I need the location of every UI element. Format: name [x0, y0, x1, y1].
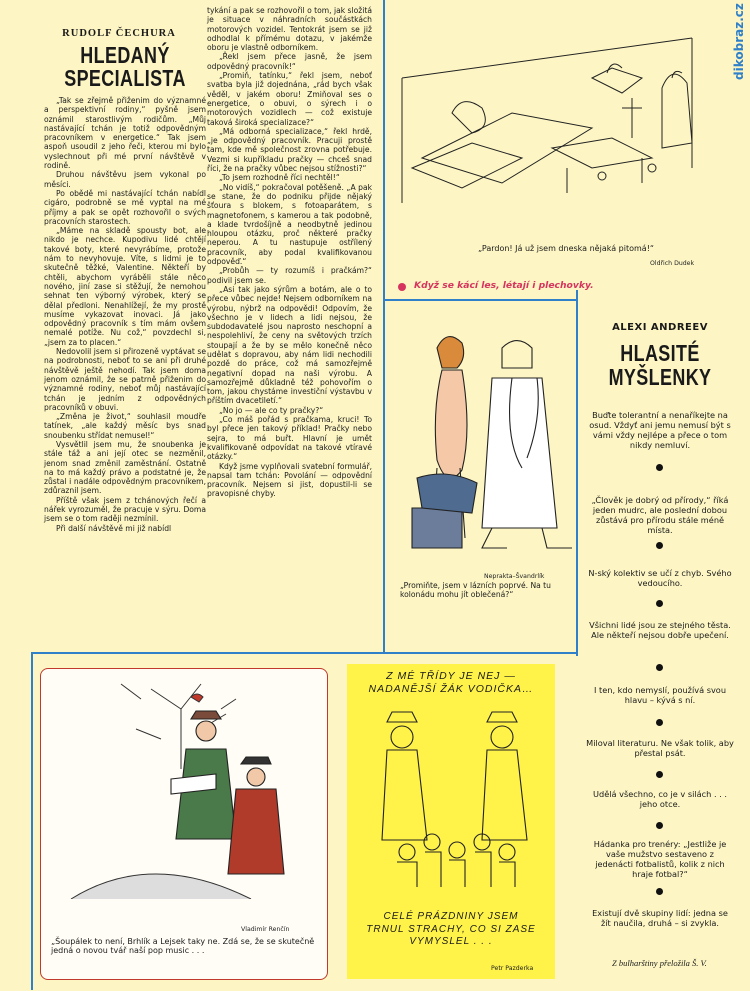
hospital-illustration [392, 18, 712, 208]
article-title-line2: SPECIALISTA [64, 65, 186, 91]
article-column-1 [44, 96, 206, 644]
article-title-line1: HLEDANÝ [80, 42, 170, 68]
aphorism-6: Miloval literaturu. Ne však tolik, aby přestal psát. [586, 738, 734, 758]
article-paragraph: „Promiň, tatínku,“ řekl jsem, neboť svatba byla již dojednána, „rád bych však věděl, v jakém oboru! Zmiňoval ses o energetice, o obuvi, o sýrech i o motorových vozidlech — což existuje taková široká specializace?“ [207, 71, 372, 127]
aphorism-5: I ten, kdo nemyslí, používá svou hlavu – kývá s ní. [593, 685, 727, 705]
bullet-dot-icon [656, 771, 663, 778]
article-paragraph: Druhou návštěvu jsem vykonal po měsíci. [44, 170, 206, 189]
article-paragraph: Když jsme vyplňovali svatební formulář, napsal tam tchán: Povolání — odpovědní pracovník. Nejsem si jist, dopustil-li se pravopisné chyby. [207, 461, 372, 499]
school-cartoon [347, 664, 555, 979]
bullet-dot-icon [656, 664, 663, 671]
aphorism-4: Všichni lidé jsou ze stejného těsta. Ale někteří nejsou dobře upečení. [589, 620, 731, 640]
school-top-text-line1: Z MÉ TŘÍDY JE NEJ — [386, 670, 516, 682]
aphorism-1: Buďte tolerantní a nenaříkejte na osud. Vždyť ani jemu nemusí být s vámi vždy nejlépe a přece o tom nikdy nemluví. [589, 410, 731, 450]
school-top-text-line2: NADANĚJŠÍ ŽÁK VODIČKA… [368, 683, 534, 695]
bullet-dot-icon [656, 464, 663, 471]
doctor-cartoon [392, 308, 574, 578]
aphorisms-author: ALEXI ANDREEV [612, 322, 708, 333]
bird-illustration [41, 669, 327, 899]
article-paragraph: „Řekl jsem přece jasně, že jsem odpovědný pracovník!“ [207, 52, 372, 71]
article-author: RUDOLF ČECHURA [62, 28, 176, 39]
article-paragraph: „Tak se zřejmě přiženim do významné a perspektivní rodiny,“ pyšně jsem oznámil starostlivým rodičům. „Můj nastávající tchán je totiž odpovědným pracovníkem v energetice.“ Tak jsem aspoň usoudil z jeho řeči, kterou mi bylo vyslechnout při mé první návštěvě v rodině. [44, 96, 206, 171]
school-illustration [347, 702, 555, 892]
school-bottom-text-line1: CELÉ PRÁZDNINY JSEM [383, 911, 519, 922]
aphorism-3: N-ský kolektiv se učí z chyb. Svého vedoucího. [588, 568, 732, 588]
bird-credit: Vladimír Renčín [241, 926, 290, 933]
article-paragraph: Příště však jsem z tchánových řečí a nářek vyrozuměl, že pracuje v sýru. Doma jsem se o tom raději nezmínil. [44, 495, 206, 524]
article-paragraph: „No jo — ale co ty pračky?“ [219, 405, 324, 415]
aphorisms-title-line2: MYŠLENKY [608, 364, 712, 390]
bullet-dot-icon [656, 600, 663, 607]
bullet-dot-icon [656, 822, 663, 829]
aphorisms-title-line1: HLASITÉ [620, 340, 700, 366]
article-paragraph: „No vidíš,“ pokračoval potěšeně. „A pak se stane, že do podniku přijde nějaký šťoura s blokem, s fotoaparátem, s magnetofonem, s kamerou a tak podobně, a klade tvrdošíjně a neodbytně jedinou hloupou otázku, proč některé pračky neperou. A tu nastupuje ostřílený pracovník, aby podal kvalifikovanou odpověď.“ [207, 182, 372, 267]
bullet-dot-icon [656, 719, 663, 726]
doctor-credit: Neprakta–Švandrlík [484, 573, 545, 580]
article-paragraph: Vysvětlil jsem mu, že snoubenka je stále táž a ani její otec se nezměnil, jenom snad změnil zaměstnání. Ostatně na to má každý právo a podstatné je, že zůstal i nadále odpovědným pracovníkem, zdůraznil jsem. [44, 439, 206, 496]
bullet-dot-icon [656, 888, 663, 895]
article-paragraph: „Změna je život,“ souhlasil moudře tatínek, „ale každý měsíc bys snad snoubenku střídat nemusel!“ [44, 412, 206, 440]
article-paragraph: „Má odborná specializace,“ řekl hrdě, „je odpovědný pracovník. Pracuji prostě tam, kde mě společnost zrovna potřebuje. Vezmi si kupříkladu pračky — chceš snad říci, že na pračky vůbec nejsou stížnosti?“ [207, 126, 372, 174]
school-bottom-text-line2: TRNUL STRACHY, CO SI ZASE [366, 923, 536, 935]
bird-caption: „Šoupálek to není, Brhlík a Lejsek taky ne. Zdá se, že se skutečně jedná o novou tvář naší pop music . . . [51, 937, 315, 956]
article-paragraph: Nedovolil jsem si přirozeně vyptávat se na podrobnosti, neboť to se ani při druhé návštěvě ještě nehodí. Tak jsem doma jenom oznámil, že se patrně přiženim do významné rodiny, neboť můj nastávající tchán je jedním z odpovědných pracovníků v obuvi. [44, 347, 206, 412]
hospital-caption: „Pardon! Já už jsem dneska nějaká pitomá!“ [478, 244, 655, 253]
slogan-bullet-icon [398, 283, 406, 291]
site-watermark: dikobraz.cz [732, 3, 746, 80]
aphorism-2: „Člověk je dobrý od přírody,“ říká jeden mudrc, ale poslední dobou zůstává pro přírodu stále méně místa. [591, 495, 729, 535]
divider-vertical-right [576, 290, 578, 656]
aphorism-7: Udělá všechno, co je v silách . . . jeho otce. [593, 789, 727, 809]
article-paragraph: „Probůh — ty rozumíš i pračkám?“ podivil jsem se. [207, 266, 372, 285]
aphorisms-title [598, 341, 723, 389]
slogan: Když se kácí les, létají i plechovky. [414, 280, 594, 291]
bird-cartoon-frame [40, 668, 328, 980]
school-bottom-text-line3: VYMYSLEL . . . [409, 936, 493, 947]
article-paragraph: tykání a pak se rozhovořil o tom, jak složitá je situace v náhradních součástkách motorových vozidel. Tentokrát jsem se již odhodlal k přímému dotazu, v jakémže oboru je vlastně odborníkem. [207, 6, 372, 53]
hospital-cartoon [392, 18, 712, 208]
aphorism-8: Hádanka pro trenéry: „Jestliže je vaše mužstvo sestaveno z jedenácti fotbalistů, kolik z nich hraje fotbal?“ [593, 839, 727, 879]
article-paragraph: Při další návštěvě mi již nabídl [56, 523, 172, 533]
divider-horizontal-top [385, 299, 576, 301]
divider-vertical-left [31, 652, 33, 990]
divider-vertical [383, 0, 385, 652]
school-top-text [353, 670, 549, 696]
article-paragraph: „Co máš pořád s pračkama, kruci! To byl přece jen takový příklad! Pračky nebo sejra, to má buřt. Hlavní je umět kvalifikovaně odpovídat na takové vtíravé otázky.“ [207, 415, 372, 462]
aphorism-9: Existují dvě skupiny lidí: jedna se žít naučila, druhá – si zvykla. [592, 908, 728, 928]
school-credit: Petr Pazderka [491, 965, 534, 972]
article-paragraph: „Asi tak jako sýrům a botám, ale o to přece vůbec nejde! Nejsem odborníkem na výrobu, nýbrž na odpovědi! Odpovím, že všechno je v lidech a lidi nejsou, že subdodavatelé jsou naprosto neschopní a nespolehliví, že ceny na světových trzích stoupají a že by se mělo konečně něco udělat s dopravou, aby nám lidi nechodili pozdě do práce, což má samozřejmě negativní dopad na naši výrobu. A samozřejmě důkladně též pohovořím o tom, jakou chystáme investiční výstavbu v příštím dvacetiletí.“ [207, 284, 372, 406]
article-paragraph: Po obědě mi nastávající tchán nabídl cigáro, podrobně se mě vyptal na mé příjmy a pak se opět rozhovořil o svých pracovních starostech. [44, 188, 206, 226]
doctor-caption: „Promiňte, jsem v lázních poprvé. Na tu kolonádu mohu jít oblečená?“ [400, 581, 551, 600]
bullet-dot-icon [656, 542, 663, 549]
article-column-2 [207, 6, 372, 656]
article-title [59, 44, 192, 90]
school-bottom-text [353, 911, 549, 949]
translator-note: Z bulharštiny přeložila Š. V. [612, 958, 707, 968]
hospital-credit: Oldřich Dudek [650, 260, 695, 267]
article-paragraph: „To jsem rozhodně říci nechtěl!“ [219, 173, 340, 183]
divider-horizontal [32, 652, 578, 654]
article-paragraph: „Máme na skladě spousty bot, ale nikdo je nechce. Kupodivu lidé chtějí takové boty, které nevyrábíme, protože nám to nevyhovuje. Víte, s lidmi je to skutečně těžké, Valentine. Někteří by chtěli, abychom vyráběli stále něco nového, jiní zase si stěžují, že nemohou sehnat ten výborný výrobek, který se dělal předloni. Nenahlížejí, že my prostě musíme vykazovat inovaci. Já jako odpovědný pracovník s tím mám ovšem nemalé potíže. Nu což,“ povzdechl si, „jsem za to placen.“ [44, 226, 206, 347]
doctor-illustration [392, 308, 574, 578]
